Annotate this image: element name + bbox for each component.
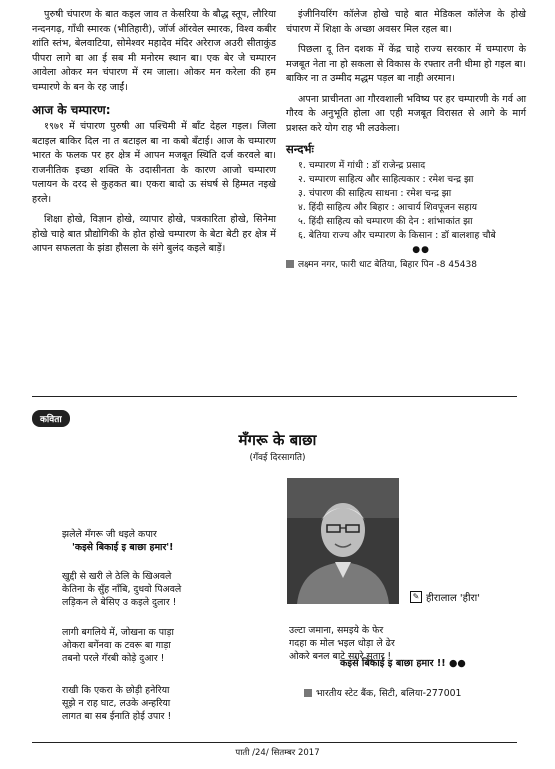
poem-line: ओकरे बनल बाटे सगरे सुतार ! xyxy=(289,651,392,662)
poem-line: राखी कि एकरा के छोड़ी हनेरिया xyxy=(62,685,170,696)
article-paragraph: १९७१ में चंपारण पुरुषी आ पश्चिमी में बाँट देहल गइल। जिला बटाइल बाकिर दिल ना त बटाइल बा ना कबो बँटाई। आज के चम्पारण भारत के फलक पर हर क्षेत्र में आपन मजबूत स्थिति दर्ज करवले बा। राजनीतिक इच्छा शक्ति के उदासीनता के कारण आजो चम्पारण पलायन के दरद से कुहकत बा। एकरा बादो ऊ संघर्ष से हिम्मत नइखे हरले। xyxy=(32,121,276,205)
poet-byline xyxy=(410,590,480,604)
poem-stanza xyxy=(62,570,181,609)
square-bullet-icon xyxy=(304,689,312,697)
poem-line: झलेले मँगरू जी धइले कपार xyxy=(62,529,157,540)
reference-item: ३. चंपारण की साहित्य साधना : रमेश चन्द्र झा xyxy=(298,188,452,199)
article-paragraph: पुरुषी चंपारण के बात कइल जाव त केसरिया के बौद्ध स्तूप, लौरिया नन्दनगढ़, गाँधी स्मारक (भीतिहारी), जॉर्ज ऑरवेल स्मारक, विश्व कबीर शांति स्तंभ, बेलवाटिया, सोमेश्वर महादेव मंदिर अरेराज अउरी सीताकुंड पीपरा लागे बा आ ई सब मी मनोरम स्थान बा। एक बेर जे चम्पारन आवेला ओकर मन चंपारण में रम जाला। ओकर मन करेला की हम चम्पारणे के बन के रह जाईं। xyxy=(32,9,276,93)
poet-address xyxy=(304,686,461,699)
article-paragraph: अपना प्राचीनता आ गौरवशाली भविष्य पर हर चम्पारणी के गर्व आ गौरव के अनुभूति होला आ एही मजबूत विरासत से आगे के मार्ग प्रशस्त करे योग राह भी लउकेला। xyxy=(286,93,526,134)
reference-item: १. चम्पारण में गांधी : डॉ राजेन्द्र प्रसाद xyxy=(298,160,426,171)
article-paragraph: पिछला दू तिन दशक में केंद्र चाहे राज्य सरकार में चम्पारण के मजबूत नेता ना हो सकला से विकास के रफ्तार तनी धीमा हो गइल बा। बाकिर ना त उम्मीद मद्धम पड़ल बा नाही अरमान। xyxy=(286,44,526,84)
poem-line: सूझे न राह घाट, लउके अन्हरिया xyxy=(62,698,171,709)
poem-line: गदहा क मोल भइल धोड़ा ले ढेर xyxy=(289,638,395,649)
poet-photo xyxy=(287,478,399,604)
refrain-text: कइसे बिकाई इ बाछा हमार !! xyxy=(340,658,446,669)
poem-line: लागी बगलिये में, जोखना क पाड़ा xyxy=(62,627,174,638)
poem-line: लड़िकन ले बेसिए उ कइले दुलार ! xyxy=(62,597,177,608)
references-list xyxy=(286,159,526,243)
section-heading: आज के चम्पारण: xyxy=(32,103,111,117)
portrait-image xyxy=(287,478,399,604)
section-divider xyxy=(32,396,517,397)
poem-line: 'कइसे बिकाई इ बाछा हमार'! xyxy=(72,542,174,553)
square-bullet-icon xyxy=(286,260,294,268)
end-mark: ●● xyxy=(449,658,466,669)
address-text: भारतीय स्टेट बैंक, सिटी, बलिया-277001 xyxy=(316,688,462,699)
poem-line: उल्टा जमाना, समइये के फेर xyxy=(289,625,384,636)
article-paragraph: इंजीनियरिंग कॉलेज होखे चाहे बात मेडिकल कॉलेज के होखे चंपारण में शिक्षा के अच्छा अवसर मिल रहल बा। xyxy=(286,9,526,35)
poem-stanza xyxy=(62,684,171,723)
article-left-column xyxy=(32,8,276,263)
article-paragraph: शिक्षा होखे, विज्ञान होखे, व्यापार होखे, पत्रकारिता होखे, सिनेमा होखे चाहे बात प्रौद्योगिकी के होत होखे चम्पारण के बेटा बेटी हर क्षेत्र में आपन सफलता के झंडा हौसला के संगे बुलंद कइले बाड़ें। xyxy=(32,214,276,254)
poem-refrain xyxy=(340,656,466,669)
poem-line: ओकरा बगेंनवा क टवरू बा गाड़ा xyxy=(62,640,171,651)
end-mark: ●● xyxy=(412,245,430,255)
poet-name: हीरालाल 'हीरा' xyxy=(426,593,480,604)
reference-item: ४. हिंदी साहित्य और बिहार : आचार्य शिवपूजन सहाय xyxy=(298,202,478,213)
poem-stanza xyxy=(62,626,174,665)
poem-subtitle: (गँवई दिरसागति) xyxy=(249,453,306,463)
reference-item: २. चम्पारण साहित्य और साहित्यकार : रमेश चन्द्र झा xyxy=(298,174,474,185)
poem-title: मँगरू के बाछा xyxy=(238,431,317,449)
reference-item: ५. हिंदी साहित्य को चम्पारण की देन : शांभाकांत झा xyxy=(298,216,473,227)
reference-item: ६. बेतिया राज्य और चम्पारण के किसान : डॉ बालशाह चौबे xyxy=(298,230,496,241)
address-text: लक्ष्मन नगर, फारी धाट बेतिया, बिहार पिन -8 45438 xyxy=(298,260,477,270)
references-heading: सन्दर्भः xyxy=(286,142,314,156)
poem-line: खुद्दी से खरी ले ठेलि के खिअवले xyxy=(62,571,172,582)
article-right-column xyxy=(286,8,526,270)
category-tag: कविता xyxy=(32,410,70,427)
poem-line: लागत बा सब ईनाति होई उपार ! xyxy=(62,711,172,722)
poem-stanza xyxy=(62,528,173,554)
author-address xyxy=(286,257,526,270)
poem-line: तबनो परले गँरबी कोड़े दुआर ! xyxy=(62,653,165,664)
footer-divider xyxy=(32,742,517,743)
page-footer: पाती /24/ सितम्बर 2017 xyxy=(235,748,320,758)
poem-line: केतिना के सुँह नाँबि, दुधवो पिअवले xyxy=(62,584,182,595)
pen-icon: ✎ xyxy=(410,591,422,603)
